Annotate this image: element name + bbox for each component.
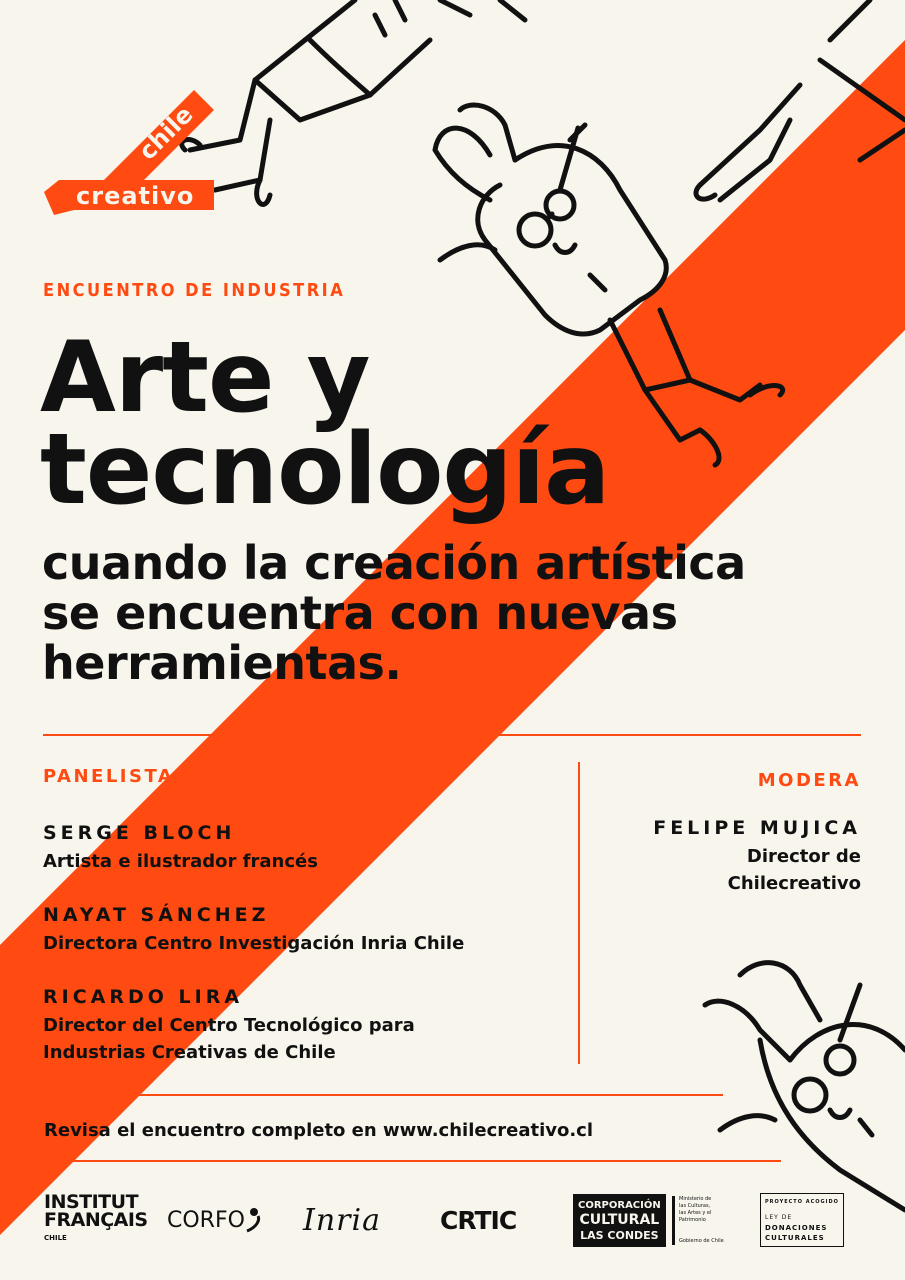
divider-top bbox=[43, 734, 861, 736]
chilecreativo-logo bbox=[44, 80, 264, 230]
ley-donaciones-logo: PROYECTO ACOGIDO LEY DE DONACIONES CULTURALES bbox=[760, 1192, 844, 1248]
title-line: tecnología bbox=[40, 413, 610, 527]
corfo-logo: CORFO bbox=[167, 1190, 261, 1250]
panelists-label: PANELISTAS bbox=[43, 766, 190, 787]
subtitle-line: herramientas. bbox=[42, 636, 402, 690]
corfo-mark-icon bbox=[245, 1207, 261, 1233]
page-title bbox=[40, 321, 610, 527]
divider-footer-bottom bbox=[43, 1160, 781, 1162]
title-line: Arte y bbox=[40, 321, 370, 435]
divider-vertical bbox=[578, 762, 580, 1064]
panelist-name: NAYAT SÁNCHEZ bbox=[43, 904, 270, 926]
crtic-logo: CRTIC bbox=[440, 1205, 517, 1235]
corporacion-cultural-logo: CORPORACIÓN CULTURAL LAS CONDES bbox=[573, 1192, 666, 1248]
panelist-item bbox=[43, 986, 415, 1066]
subtitle-line: cuando la creación artística bbox=[42, 536, 746, 590]
panelist-item bbox=[43, 822, 318, 875]
moderator-name: FELIPE MUJICA bbox=[653, 817, 861, 839]
inria-logo: Inria bbox=[303, 1202, 381, 1238]
event-kicker: ENCUENTRO DE INDUSTRIA bbox=[43, 280, 346, 301]
panelist-item bbox=[43, 904, 464, 957]
panelist-role: Industrias Creativas de Chile bbox=[43, 1042, 336, 1063]
moderator-item bbox=[653, 817, 861, 897]
logo-chile-text: chile bbox=[133, 100, 199, 166]
footer-link-text[interactable]: Revisa el encuentro completo en www.chilecreativo.cl bbox=[44, 1120, 594, 1141]
panelist-name: SERGE BLOCH bbox=[43, 822, 236, 844]
page-subtitle bbox=[42, 538, 862, 688]
moderator-label: MODERA bbox=[757, 770, 861, 791]
ministerio-culturas-logo: Ministerio de las Culturas, las Artes y el Patrimonio Gobierno de Chile bbox=[672, 1192, 724, 1248]
divider-footer-top bbox=[43, 1094, 723, 1096]
moderator-role: Director de bbox=[746, 846, 861, 867]
character-drawing-bottom bbox=[705, 963, 905, 1210]
moderator-role: Chilecreativo bbox=[727, 873, 861, 894]
panelist-role: Director del Centro Tecnológico para bbox=[43, 1015, 415, 1036]
institut-francais-logo: INSTITUT FRANÇAIS CHILE bbox=[44, 1191, 148, 1242]
logo-creativo-text: creativo bbox=[76, 182, 195, 210]
panelist-name: RICARDO LIRA bbox=[43, 986, 244, 1008]
panelist-role: Directora Centro Investigación Inria Chile bbox=[43, 933, 465, 954]
panelist-role: Artista e ilustrador francés bbox=[43, 851, 318, 872]
subtitle-line: se encuentra con nuevas bbox=[42, 586, 678, 640]
